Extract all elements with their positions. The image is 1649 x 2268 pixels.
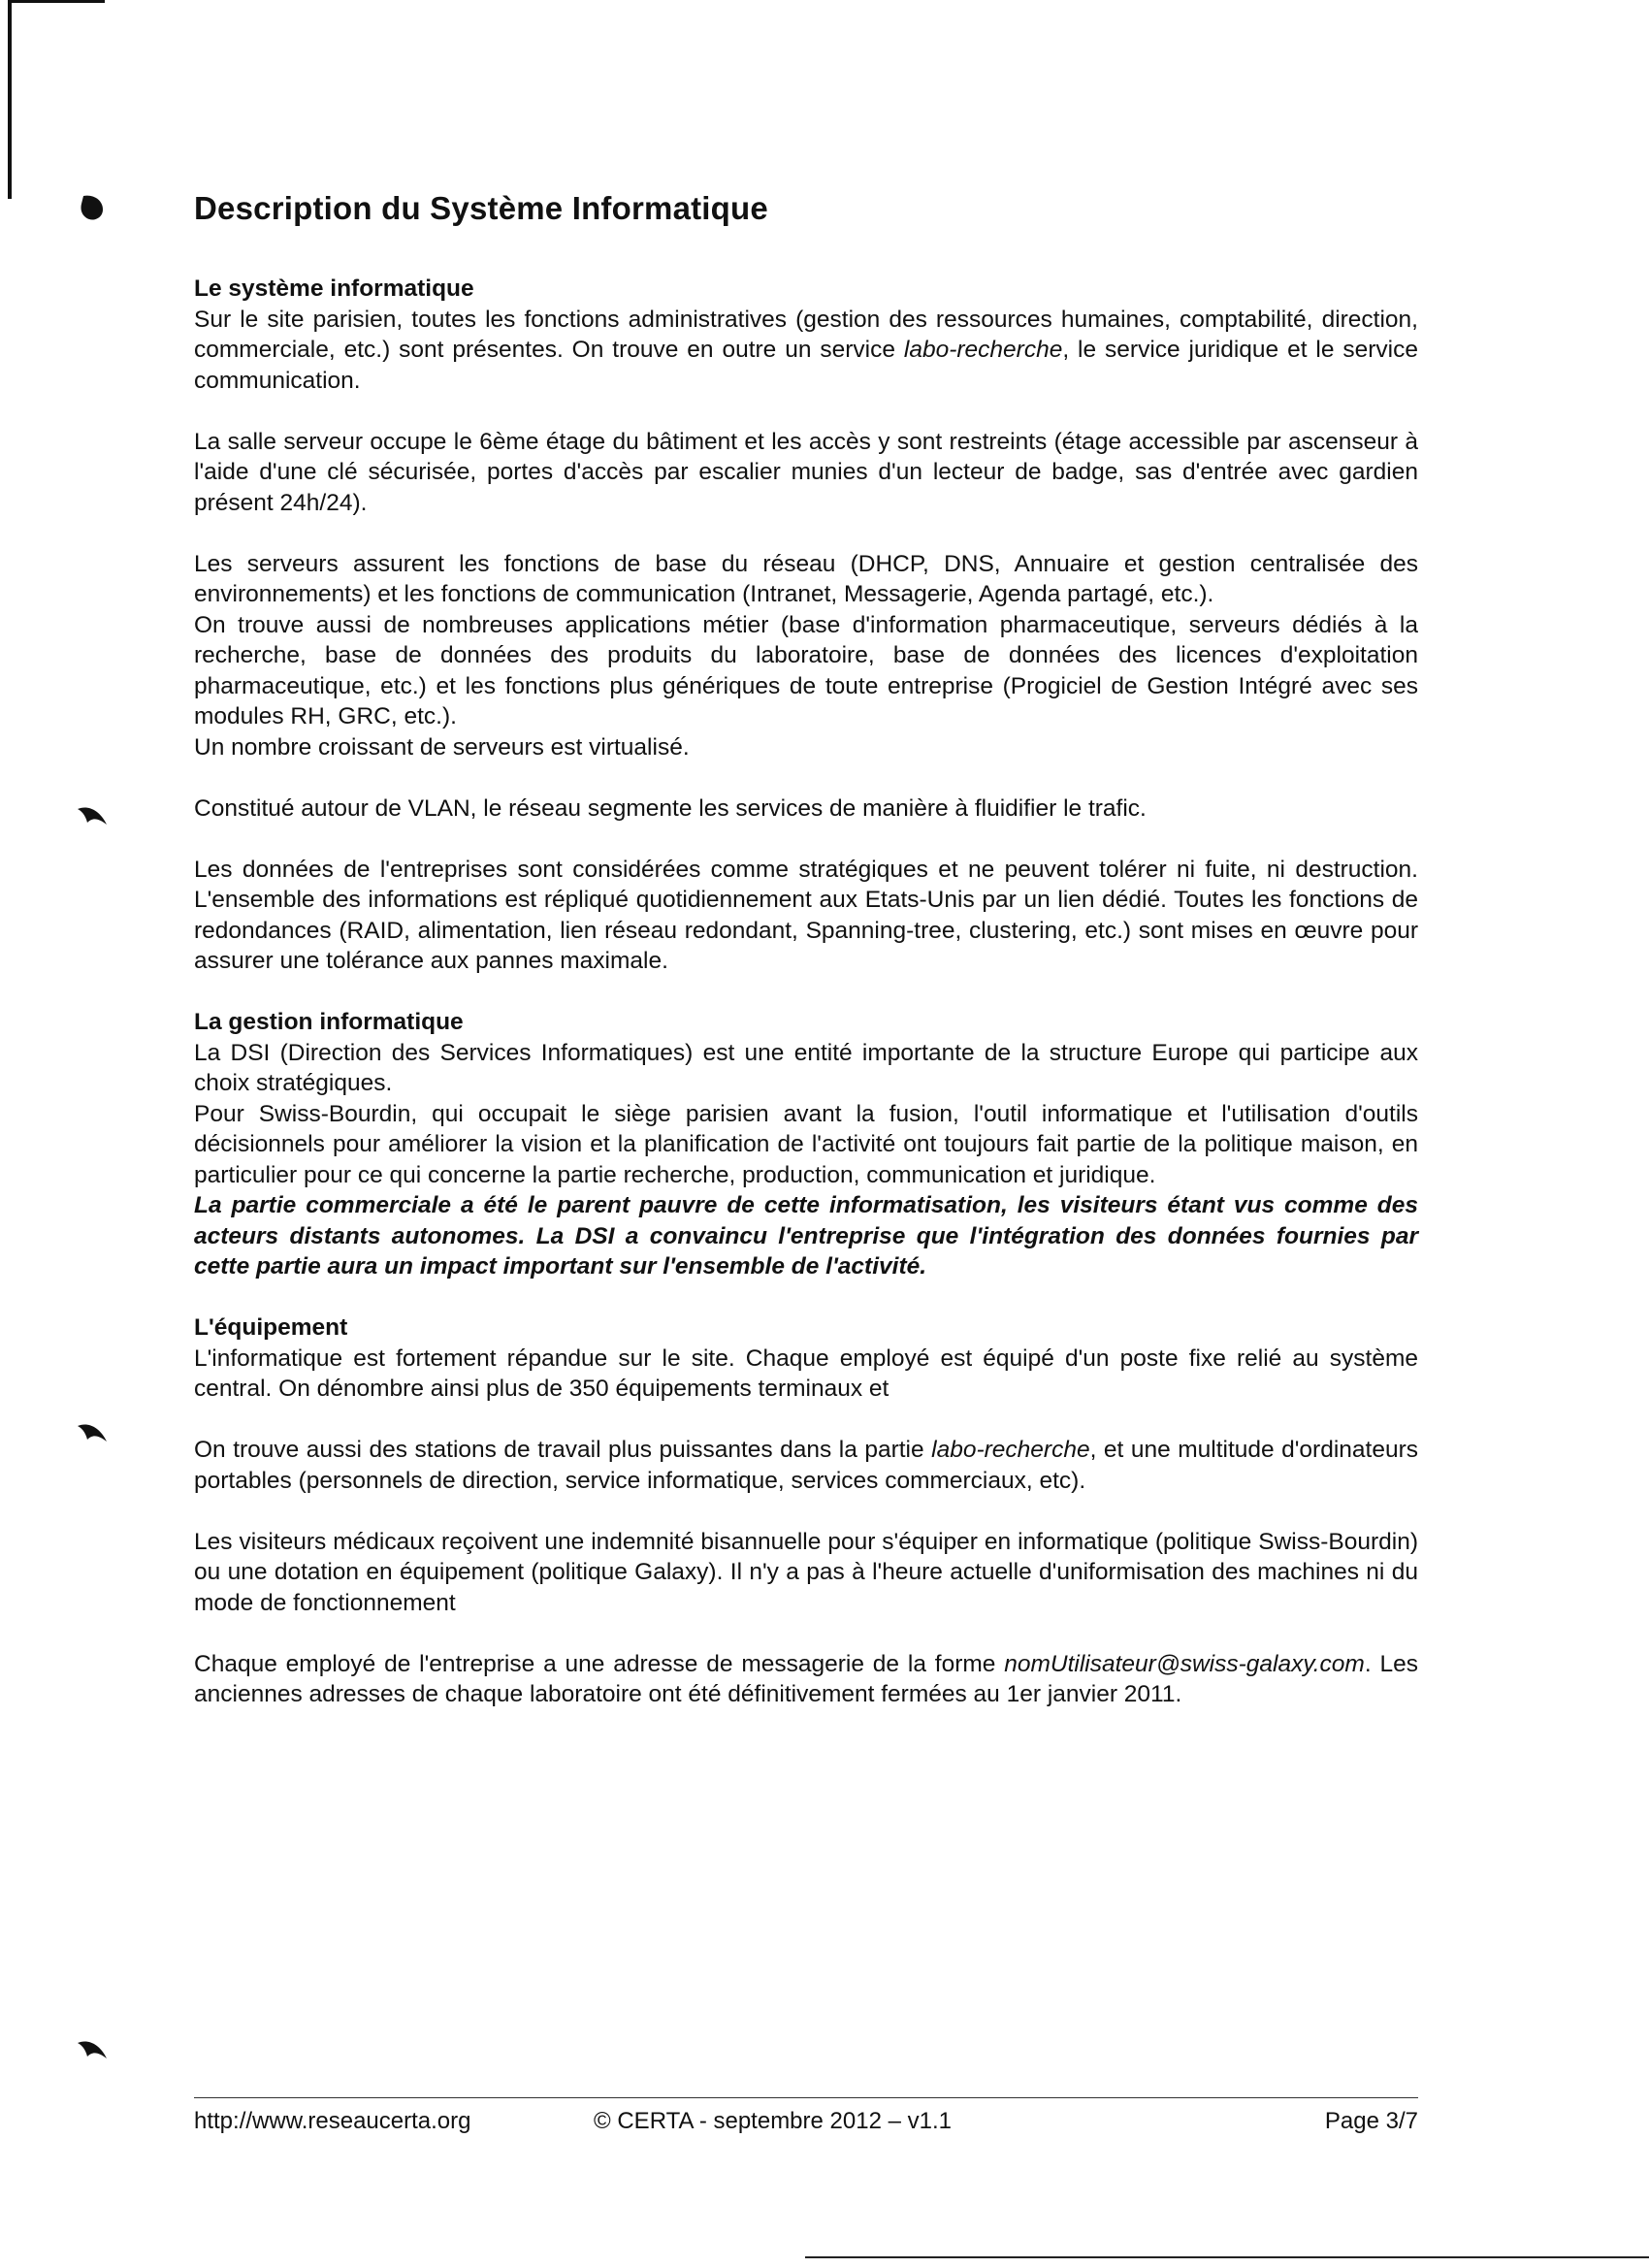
binder-hole-icon: [76, 192, 109, 221]
italic-text: nomUtilisateur@swiss-galaxy.com: [1004, 1650, 1365, 1677]
section: [194, 274, 1418, 977]
paragraph: [194, 794, 1418, 825]
document-page: [194, 190, 1418, 1710]
paragraph: [194, 855, 1418, 977]
text-run: On trouve aussi de nombreuses applications métier (base d'information pharmaceutique, serveurs dédiés à la recherche, base de données des produits du laboratoire, base de données des licences d'exploitation pharmaceutique, etc.) et les fonctions plus génériques de toute entreprise (Progiciel de Gestion Intégré avec ses modules RH, GRC, etc.).: [194, 611, 1418, 729]
paragraph: [194, 1649, 1418, 1710]
text-run: Les serveurs assurent les fonctions de base du réseau (DHCP, DNS, Annuaire et gestion centralisée des environnements) et les fonctions de communication (Intranet, Messagerie, Agenda partagé, etc.).: [194, 550, 1418, 607]
scan-edge-left: [8, 0, 12, 199]
footer-page-number: Page 3/7: [1324, 2108, 1418, 2134]
text-run: Sur le site parisien, toutes les fonctions administratives (gestion des ressources humaines, comptabilité, direction, commerciale, etc.) sont présentes. On trouve en outre un service: [194, 306, 1418, 363]
text-run: Un nombre croissant de serveurs est virtualisé.: [194, 733, 690, 761]
text-run: La partie commerciale a été le parent pauvre de cette informatisation, les visiteurs étant vus comme des acteurs distants autonomes. La DSI a convaincu l'entreprise que l'intégration des données fournies par cette partie aura un impact important sur l'ensemble de l'activité.: [194, 1192, 1418, 1280]
text-run: Chaque employé de l'entreprise a une adresse de messagerie de la forme: [194, 1650, 1005, 1677]
paragraph: [194, 1038, 1418, 1099]
scan-edge-bottom: [805, 2256, 1649, 2258]
paragraph: [194, 305, 1418, 397]
page-title: Description du Système Informatique: [194, 190, 768, 226]
italic-text: labo-recherche: [903, 337, 1063, 363]
section: [194, 1312, 1418, 1710]
text-run: On trouve aussi des stations de travail plus puissantes dans la partie: [194, 1437, 932, 1463]
footer-copyright: © CERTA - septembre 2012 – v1.1: [594, 2108, 952, 2134]
paragraph: [194, 1344, 1418, 1405]
paragraph: [194, 427, 1418, 519]
text-run: Les visiteurs médicaux reçoivent une indemnité bisannuelle pour s'équiper en informatique (politique Swiss-Bourdin) ou une dotation en équipement (politique Galaxy). Il n'y a pas à l'heure actuelle d'uniformisation des machines ni du mode de fonctionnement: [194, 1528, 1418, 1616]
text-run: , le service juridique et le service communication.: [194, 337, 1419, 394]
page-footer: [194, 2097, 1418, 2134]
paragraph: [194, 732, 1418, 763]
paragraph: [194, 1099, 1418, 1191]
scan-edge-top: [8, 0, 105, 3]
text-run: Pour Swiss-Bourdin, qui occupait le siège parisien avant la fusion, l'outil informatique et l'utilisation d'outils décisionnels pour améliorer la vision et la planification de l'activité ont toujours fait partie de la politique maison, en particulier pour ce qui concerne la partie recherche, production, communication et juridique.: [194, 1100, 1418, 1188]
paragraph: [194, 1527, 1418, 1619]
paragraph: [194, 1435, 1418, 1496]
text-run: , et une multitude d'ordinateurs portables (personnels de direction, service informatique, services commerciaux, etc).: [194, 1437, 1419, 1494]
text-run: L'informatique est fortement répandue sur le site. Chaque employé est équipé d'un poste fixe relié au système central. On dénombre ainsi plus de 350 équipements terminaux et: [194, 1345, 1418, 1402]
binder-hole-icon: [76, 2035, 109, 2064]
section-heading: La gestion informatique: [194, 1009, 464, 1035]
paragraph: [194, 610, 1418, 732]
sections-container: [194, 274, 1418, 1710]
footer-url: http://www.reseaucerta.org: [194, 2108, 471, 2134]
text-run: . Les anciennes adresses de chaque laboratoire ont été définitivement fermées au 1er janvier 2011.: [194, 1650, 1418, 1707]
section-heading: L'équipement: [194, 1314, 348, 1341]
text-run: La DSI (Direction des Services Informatiques) est une entité importante de la structure Europe qui participe aux choix stratégiques.: [194, 1039, 1418, 1096]
section-heading: Le système informatique: [194, 275, 474, 302]
binder-hole-icon: [76, 1418, 109, 1447]
text-run: Constitué autour de VLAN, le réseau segmente les services de manière à fluidifier le trafic.: [194, 794, 1147, 822]
binder-hole-icon: [76, 801, 109, 830]
paragraph: [194, 549, 1418, 610]
paragraph: [194, 1190, 1418, 1282]
text-run: La salle serveur occupe le 6ème étage du bâtiment et les accès y sont restreints (étage accessible par ascenseur à l'aide d'une clé sécurisée, portes d'accès par escalier munies d'un lecteur de badge, sas d'entrée avec gardien présent 24h/24).: [194, 428, 1418, 516]
section: [194, 1007, 1418, 1282]
italic-text: labo-recherche: [931, 1437, 1090, 1463]
text-run: Les données de l'entreprises sont considérées comme stratégiques et ne peuvent tolérer ni fuite, ni destruction. L'ensemble des informations est répliqué quotidiennement aux Etats-Unis par un lien dédié. Toutes les fonctions de redondances (RAID, alimentation, lien réseau redondant, Spanning-tree, clustering, etc.) sont mises en œuvre pour assurer une tolérance aux pannes maximale.: [194, 856, 1418, 974]
